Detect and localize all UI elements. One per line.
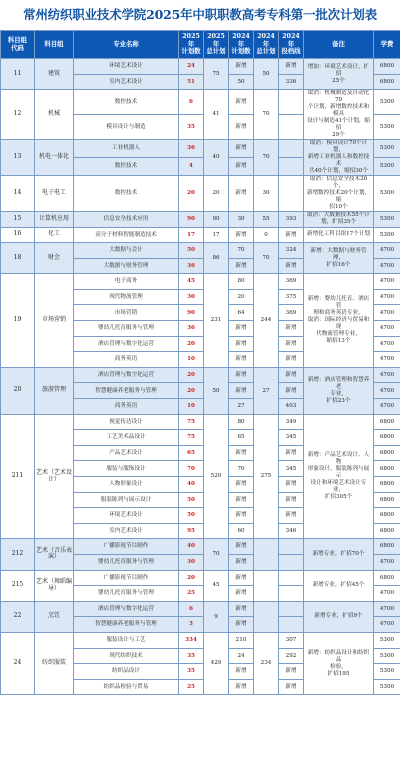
group-code-cell: 11 bbox=[1, 59, 35, 90]
group-name-cell: 艺术（音乐表 演） bbox=[35, 539, 74, 570]
plan-2025-cell: 90 bbox=[179, 305, 204, 321]
major-name-cell: 智慧健康养老服务与管理 bbox=[74, 617, 179, 633]
plan-2024-cell: 新增 bbox=[229, 176, 254, 212]
total-2025-cell: 50 bbox=[204, 367, 229, 414]
total-2024-cell: 0 bbox=[254, 227, 279, 243]
plan-2024-cell: 新增 bbox=[229, 383, 254, 399]
major-name-cell: 电子商务 bbox=[74, 274, 179, 290]
score-2024-cell: 新增 bbox=[279, 492, 304, 508]
score-2024-cell bbox=[279, 601, 304, 617]
plan-2025-cell: 51 bbox=[179, 74, 204, 90]
score-2024-cell: 新增 bbox=[279, 227, 304, 243]
notes-cell: 新增：纺织品设计和纺织品 检验， 扩招195 bbox=[304, 632, 374, 694]
plan-2024-cell: 新增 bbox=[229, 227, 254, 243]
fee-cell: 4700 bbox=[374, 383, 400, 399]
total-2024-cell: 55 bbox=[254, 211, 279, 227]
table-row bbox=[1, 90, 400, 115]
header-group: 科目组 bbox=[35, 31, 74, 59]
score-2024-cell bbox=[279, 176, 304, 212]
fee-cell: 5300 bbox=[374, 227, 400, 243]
plan-2024-cell: 新增 bbox=[229, 508, 254, 524]
notes-cell: 新增：产品艺术设计、人物 形象设计、服装陈列与展示 设计和环境艺术设计专业， 扩招305个 bbox=[304, 414, 374, 539]
score-2024-cell: 新增 bbox=[279, 258, 304, 274]
notes-cell: 取消：大数据技术55个计 划，扩招35个 bbox=[304, 211, 374, 227]
major-name-cell: 商务英语 bbox=[74, 399, 179, 415]
total-2024-cell: 70 bbox=[254, 90, 279, 140]
score-2024-cell: 393 bbox=[279, 211, 304, 227]
plan-2024-cell: 80 bbox=[229, 274, 254, 290]
plan-2025-cell: 36 bbox=[179, 258, 204, 274]
notes-cell: 新增化工科目组17个计划 bbox=[304, 227, 374, 243]
plan-2024-cell: 210 bbox=[229, 632, 254, 648]
plan-2025-cell: 20 bbox=[179, 336, 204, 352]
notes-cell: 取消：机械制造及自动化70 个计划，新增数控技术和模具 设计与制造41个计划，缩招 29个 bbox=[304, 90, 374, 140]
fee-cell: 6800 bbox=[374, 445, 400, 461]
plan-2025-cell: 6 bbox=[179, 601, 204, 617]
fee-cell: 4700 bbox=[374, 243, 400, 259]
major-name-cell: 工业机器人 bbox=[74, 140, 179, 158]
plan-2025-cell: 10 bbox=[179, 352, 204, 368]
plan-2025-cell: 20 bbox=[179, 383, 204, 399]
group-code-cell: 15 bbox=[1, 211, 35, 227]
group-name-cell: 建筑 bbox=[35, 59, 74, 90]
total-2025-cell: 41 bbox=[204, 90, 229, 140]
score-2024-cell: 新增 bbox=[279, 352, 304, 368]
total-2025-cell: 90 bbox=[204, 211, 229, 227]
plan-2025-cell: 75 bbox=[179, 430, 204, 446]
fee-cell: 5300 bbox=[374, 679, 400, 695]
total-2025-cell: 17 bbox=[204, 227, 229, 243]
header-plan-2025: 2025年 计划数 bbox=[179, 31, 204, 59]
major-name-cell: 环境艺术设计 bbox=[74, 59, 179, 75]
plan-2025-cell: 17 bbox=[179, 227, 204, 243]
plan-2025-cell: 40 bbox=[179, 539, 204, 555]
plan-2025-cell: 30 bbox=[179, 289, 204, 305]
score-2024-cell: 336 bbox=[279, 74, 304, 90]
plan-2025-cell: 20 bbox=[179, 570, 204, 586]
header-score-2024: 2024年 投档线 bbox=[279, 31, 304, 59]
total-2024-cell bbox=[254, 570, 279, 601]
plan-2024-cell: 64 bbox=[229, 305, 254, 321]
plan-2024-cell: 50 bbox=[229, 74, 254, 90]
page-title: 常州纺织职业技术学院2025年中职职教高考专科第一批次计划表 bbox=[23, 7, 377, 22]
plan-2025-cell: 25 bbox=[179, 679, 204, 695]
major-name-cell: 智慧健康养老服务与管理 bbox=[74, 383, 179, 399]
plan-2024-cell: 新增 bbox=[229, 336, 254, 352]
score-2024-cell: 349 bbox=[279, 414, 304, 430]
plan-2024-cell: 新增 bbox=[229, 477, 254, 493]
score-2024-cell bbox=[279, 140, 304, 158]
major-name-cell: 室内艺术设计 bbox=[74, 523, 179, 539]
plan-2024-cell: 27 bbox=[229, 399, 254, 415]
notes-cell: 新增专业，扩招45个 bbox=[304, 570, 374, 601]
plan-table bbox=[0, 30, 400, 695]
fee-cell: 6800 bbox=[374, 539, 400, 555]
score-2024-cell bbox=[279, 586, 304, 602]
total-2024-cell: 30 bbox=[254, 176, 279, 212]
notes-cell: 新增：婴幼儿托育、酒店管 理和商务英语专业， 取消：国际经济与贸易和现 代物流管理专业， 缩招13个 bbox=[304, 274, 374, 368]
group-code-cell: 12 bbox=[1, 90, 35, 140]
fee-cell: 6800 bbox=[374, 492, 400, 508]
score-2024-cell bbox=[279, 617, 304, 633]
total-2025-cell: 9 bbox=[204, 601, 229, 632]
table-row bbox=[1, 274, 400, 290]
fee-cell: 4700 bbox=[374, 367, 400, 383]
table-row bbox=[1, 632, 400, 648]
plan-2025-cell: 334 bbox=[179, 632, 204, 648]
notes-cell: 新增：酒店管理和智慧养老 专业， 扩招23个 bbox=[304, 367, 374, 414]
table-row bbox=[1, 140, 400, 158]
fee-cell: 5300 bbox=[374, 664, 400, 680]
group-code-cell: 18 bbox=[1, 243, 35, 274]
major-name-cell: 视觉传达设计 bbox=[74, 414, 179, 430]
fee-cell: 4700 bbox=[374, 305, 400, 321]
group-code-cell: 24 bbox=[1, 632, 35, 694]
fee-cell: 4700 bbox=[374, 554, 400, 570]
major-name-cell: 市场营销 bbox=[74, 305, 179, 321]
fee-cell: 4700 bbox=[374, 289, 400, 305]
fee-cell: 4700 bbox=[374, 399, 400, 415]
plan-2025-cell: 90 bbox=[179, 211, 204, 227]
major-name-cell: 数控技术 bbox=[74, 90, 179, 115]
group-code-cell: 211 bbox=[1, 414, 35, 539]
fee-cell: 4700 bbox=[374, 321, 400, 337]
fee-cell: 6800 bbox=[374, 477, 400, 493]
plan-2024-cell: 新增 bbox=[229, 539, 254, 555]
table-body bbox=[1, 59, 400, 695]
major-name-cell: 大数据与财务管理 bbox=[74, 258, 179, 274]
major-name-cell: 人物形象设计 bbox=[74, 477, 179, 493]
plan-2024-cell: 新增 bbox=[229, 586, 254, 602]
score-2024-cell: 新增 bbox=[279, 59, 304, 75]
header-major: 专业名称 bbox=[74, 31, 179, 59]
table-row bbox=[1, 176, 400, 212]
fee-cell: 4700 bbox=[374, 352, 400, 368]
score-2024-cell: 新增 bbox=[279, 508, 304, 524]
plan-2024-cell: 新增 bbox=[229, 601, 254, 617]
fee-cell: 6800 bbox=[374, 461, 400, 477]
total-2025-cell: 45 bbox=[204, 570, 229, 601]
major-name-cell: 酒店管理与数字化运营 bbox=[74, 336, 179, 352]
fee-cell: 5300 bbox=[374, 158, 400, 176]
plan-2024-cell: 新增 bbox=[229, 90, 254, 115]
plan-2024-cell: 新增 bbox=[229, 367, 254, 383]
plan-2024-cell: 30 bbox=[229, 211, 254, 227]
group-name-cell: 化工 bbox=[35, 227, 74, 243]
group-code-cell: 212 bbox=[1, 539, 35, 570]
plan-2024-cell: 70 bbox=[229, 461, 254, 477]
plan-2025-cell: 50 bbox=[179, 243, 204, 259]
header-total-2024: 2024年 总计划 bbox=[254, 31, 279, 59]
plan-2025-cell: 40 bbox=[179, 477, 204, 493]
fee-cell: 4700 bbox=[374, 586, 400, 602]
fee-cell: 4700 bbox=[374, 336, 400, 352]
group-name-cell: 烹饪 bbox=[35, 601, 74, 632]
total-2025-cell: 86 bbox=[204, 243, 229, 274]
plan-2025-cell: 75 bbox=[179, 414, 204, 430]
major-name-cell: 数控技术 bbox=[74, 176, 179, 212]
score-2024-cell: 307 bbox=[279, 632, 304, 648]
score-2024-cell: 新增 bbox=[279, 321, 304, 337]
score-2024-cell: 新增 bbox=[279, 336, 304, 352]
major-name-cell: 服装陈列与展示设计 bbox=[74, 492, 179, 508]
major-name-cell: 商务英语 bbox=[74, 352, 179, 368]
fee-cell: 6800 bbox=[374, 430, 400, 446]
plan-2024-cell: 70 bbox=[229, 243, 254, 259]
plan-2025-cell: 6 bbox=[179, 90, 204, 115]
fee-cell: 6800 bbox=[374, 74, 400, 90]
group-code-cell: 215 bbox=[1, 570, 35, 601]
major-name-cell: 纺织品设计 bbox=[74, 664, 179, 680]
major-name-cell: 婴幼儿托育服务与管理 bbox=[74, 586, 179, 602]
fee-cell: 4700 bbox=[374, 258, 400, 274]
fee-cell: 6800 bbox=[374, 508, 400, 524]
total-2025-cell: 70 bbox=[204, 539, 229, 570]
total-2025-cell: 75 bbox=[204, 59, 229, 90]
plan-2025-cell: 20 bbox=[179, 367, 204, 383]
score-2024-cell: 346 bbox=[279, 523, 304, 539]
plan-2025-cell: 24 bbox=[179, 59, 204, 75]
total-2024-cell: 50 bbox=[254, 59, 279, 90]
plan-2024-cell: 65 bbox=[229, 430, 254, 446]
fee-cell: 4700 bbox=[374, 601, 400, 617]
table-row bbox=[1, 570, 400, 586]
header-group-code: 科目组 代码 bbox=[1, 31, 35, 59]
major-name-cell: 婴幼儿托育服务与管理 bbox=[74, 554, 179, 570]
group-name-cell: 艺术（艺术设 计） bbox=[35, 414, 74, 539]
score-2024-cell: 345 bbox=[279, 430, 304, 446]
plan-2024-cell: 24 bbox=[229, 648, 254, 664]
fee-cell: 6800 bbox=[374, 570, 400, 586]
major-name-cell: 高分子材料智能制造技术 bbox=[74, 227, 179, 243]
score-2024-cell: 375 bbox=[279, 289, 304, 305]
fee-cell: 6800 bbox=[374, 523, 400, 539]
table-row bbox=[1, 59, 400, 75]
total-2024-cell bbox=[254, 601, 279, 632]
plan-2024-cell: 新增 bbox=[229, 445, 254, 461]
score-2024-cell bbox=[279, 570, 304, 586]
plan-2024-cell: 新增 bbox=[229, 258, 254, 274]
plan-2024-cell: 新增 bbox=[229, 492, 254, 508]
major-name-cell: 广播影视节目制作 bbox=[74, 539, 179, 555]
fee-cell: 5300 bbox=[374, 115, 400, 140]
score-2024-cell bbox=[279, 554, 304, 570]
score-2024-cell: 新增 bbox=[279, 664, 304, 680]
table-row bbox=[1, 414, 400, 430]
group-code-cell: 16 bbox=[1, 227, 35, 243]
total-2025-cell: 520 bbox=[204, 414, 229, 539]
score-2024-cell bbox=[279, 539, 304, 555]
table-row bbox=[1, 243, 400, 259]
fee-cell: 5300 bbox=[374, 90, 400, 115]
major-name-cell: 纺织品检验与贸易 bbox=[74, 679, 179, 695]
fee-cell: 5300 bbox=[374, 176, 400, 212]
group-name-cell: 市场营销 bbox=[35, 274, 74, 368]
major-name-cell: 环境艺术设计 bbox=[74, 508, 179, 524]
plan-2025-cell: 36 bbox=[179, 321, 204, 337]
plan-2025-cell: 65 bbox=[179, 445, 204, 461]
fee-cell: 4700 bbox=[374, 617, 400, 633]
major-name-cell: 产品艺术设计 bbox=[74, 445, 179, 461]
score-2024-cell bbox=[279, 90, 304, 115]
major-name-cell: 工艺美术品设计 bbox=[74, 430, 179, 446]
score-2024-cell: 新增 bbox=[279, 383, 304, 399]
group-name-cell: 机械 bbox=[35, 90, 74, 140]
major-name-cell: 数控技术 bbox=[74, 158, 179, 176]
fee-cell: 5300 bbox=[374, 140, 400, 158]
fee-cell: 5300 bbox=[374, 648, 400, 664]
table-row bbox=[1, 367, 400, 383]
plan-2025-cell: 70 bbox=[179, 461, 204, 477]
notes-cell: 取消：信息安全技术20个， 新增数控技术20个计划，缩 招10个 bbox=[304, 176, 374, 212]
group-name-cell: 电子电工 bbox=[35, 176, 74, 212]
fee-cell: 5300 bbox=[374, 211, 400, 227]
plan-2024-cell: 新增 bbox=[229, 679, 254, 695]
group-code-cell: 20 bbox=[1, 367, 35, 414]
header-notes: 备注 bbox=[304, 31, 374, 59]
plan-2024-cell: 新增 bbox=[229, 664, 254, 680]
plan-2024-cell: 新增 bbox=[229, 570, 254, 586]
table-row bbox=[1, 539, 400, 555]
major-name-cell: 广播影视节目制作 bbox=[74, 570, 179, 586]
table-row bbox=[1, 211, 400, 227]
notes-cell: 增加：环境艺术设计，扩招 25个 bbox=[304, 59, 374, 90]
header-fee: 学费 bbox=[374, 31, 400, 59]
notes-cell: 取消：模具设计70个计划， 新增工业机器人和数控技术 共40个计划，缩招30个 bbox=[304, 140, 374, 176]
plan-2025-cell: 45 bbox=[179, 274, 204, 290]
group-name-cell: 纺织服装 bbox=[35, 632, 74, 694]
plan-2024-cell: 20 bbox=[229, 289, 254, 305]
plan-2024-cell: 60 bbox=[229, 523, 254, 539]
group-name-cell: 财会 bbox=[35, 243, 74, 274]
total-2024-cell: 234 bbox=[254, 632, 279, 694]
major-name-cell: 模具设计与制造 bbox=[74, 115, 179, 140]
total-2024-cell bbox=[254, 539, 279, 570]
group-name-cell: 计算机应用 bbox=[35, 211, 74, 227]
plan-2025-cell: 10 bbox=[179, 399, 204, 415]
group-code-cell: 13 bbox=[1, 140, 35, 176]
notes-cell: 新增专业，扩招70个 bbox=[304, 539, 374, 570]
plan-2024-cell: 新增 bbox=[229, 554, 254, 570]
notes-cell: 新增：大数据与财务管理， 扩招16个 bbox=[304, 243, 374, 274]
header-row bbox=[1, 31, 400, 59]
fee-cell: 5300 bbox=[374, 632, 400, 648]
total-2024-cell: 70 bbox=[254, 140, 279, 176]
total-2024-cell: 27 bbox=[254, 367, 279, 414]
plan-2025-cell: 4 bbox=[179, 158, 204, 176]
plan-2025-cell: 25 bbox=[179, 586, 204, 602]
plan-2025-cell: 35 bbox=[179, 664, 204, 680]
plan-2024-cell: 新增 bbox=[229, 140, 254, 158]
major-name-cell: 现代物流管理 bbox=[74, 289, 179, 305]
score-2024-cell: 403 bbox=[279, 399, 304, 415]
major-name-cell: 信息安全技术应用 bbox=[74, 211, 179, 227]
fee-cell: 4700 bbox=[374, 274, 400, 290]
total-2024-cell: 244 bbox=[254, 274, 279, 368]
plan-2025-cell: 35 bbox=[179, 115, 204, 140]
plan-2024-cell: 新增 bbox=[229, 115, 254, 140]
fee-cell: 6800 bbox=[374, 59, 400, 75]
major-name-cell: 酒店管理与数字化运营 bbox=[74, 367, 179, 383]
plan-2024-cell: 新增 bbox=[229, 352, 254, 368]
header-total-2025: 2025年 总计划 bbox=[204, 31, 229, 59]
header-plan-2024: 2024年 计划数 bbox=[229, 31, 254, 59]
group-name-cell: 艺术（舞蹈编 导） bbox=[35, 570, 74, 601]
group-code-cell: 22 bbox=[1, 601, 35, 632]
plan-2024-cell: 新增 bbox=[229, 158, 254, 176]
plan-2024-cell: 新增 bbox=[229, 617, 254, 633]
plan-2025-cell: 3 bbox=[179, 617, 204, 633]
major-name-cell: 服装设计与工艺 bbox=[74, 632, 179, 648]
table-row bbox=[1, 601, 400, 617]
major-name-cell: 服装与服饰设计 bbox=[74, 461, 179, 477]
group-name-cell: 机电一体化 bbox=[35, 140, 74, 176]
plan-2025-cell: 50 bbox=[179, 508, 204, 524]
plan-2025-cell: 35 bbox=[179, 648, 204, 664]
total-2024-cell: 70 bbox=[254, 243, 279, 274]
major-name-cell: 大数据与会计 bbox=[74, 243, 179, 259]
total-2025-cell: 429 bbox=[204, 632, 229, 694]
total-2024-cell: 275 bbox=[254, 414, 279, 539]
major-name-cell: 室内艺术设计 bbox=[74, 74, 179, 90]
major-name-cell: 婴幼儿托育服务与管理 bbox=[74, 321, 179, 337]
score-2024-cell bbox=[279, 115, 304, 140]
group-code-cell: 19 bbox=[1, 274, 35, 368]
score-2024-cell: 324 bbox=[279, 243, 304, 259]
table-row bbox=[1, 227, 400, 243]
score-2024-cell: 369 bbox=[279, 305, 304, 321]
score-2024-cell bbox=[279, 158, 304, 176]
notes-cell: 新增专业，扩招9个 bbox=[304, 601, 374, 632]
total-2025-cell: 20 bbox=[204, 176, 229, 212]
total-2025-cell: 231 bbox=[204, 274, 229, 368]
plan-2024-cell: 新增 bbox=[229, 59, 254, 75]
score-2024-cell: 新增 bbox=[279, 679, 304, 695]
plan-2025-cell: 95 bbox=[179, 523, 204, 539]
plan-2024-cell: 80 bbox=[229, 414, 254, 430]
score-2024-cell: 新增 bbox=[279, 477, 304, 493]
plan-2025-cell: 36 bbox=[179, 140, 204, 158]
score-2024-cell: 345 bbox=[279, 461, 304, 477]
group-code-cell: 14 bbox=[1, 176, 35, 212]
score-2024-cell: 新增 bbox=[279, 367, 304, 383]
total-2025-cell: 40 bbox=[204, 140, 229, 176]
plan-2025-cell: 30 bbox=[179, 554, 204, 570]
plan-2025-cell: 20 bbox=[179, 176, 204, 212]
plan-2024-cell: 新增 bbox=[229, 321, 254, 337]
plan-2025-cell: 50 bbox=[179, 492, 204, 508]
major-name-cell: 酒店管理与数字化运营 bbox=[74, 601, 179, 617]
fee-cell: 6800 bbox=[374, 414, 400, 430]
score-2024-cell: 292 bbox=[279, 648, 304, 664]
score-2024-cell: 369 bbox=[279, 274, 304, 290]
group-name-cell: 旅游管理 bbox=[35, 367, 74, 414]
major-name-cell: 现代纺织技术 bbox=[74, 648, 179, 664]
score-2024-cell: 新增 bbox=[279, 445, 304, 461]
